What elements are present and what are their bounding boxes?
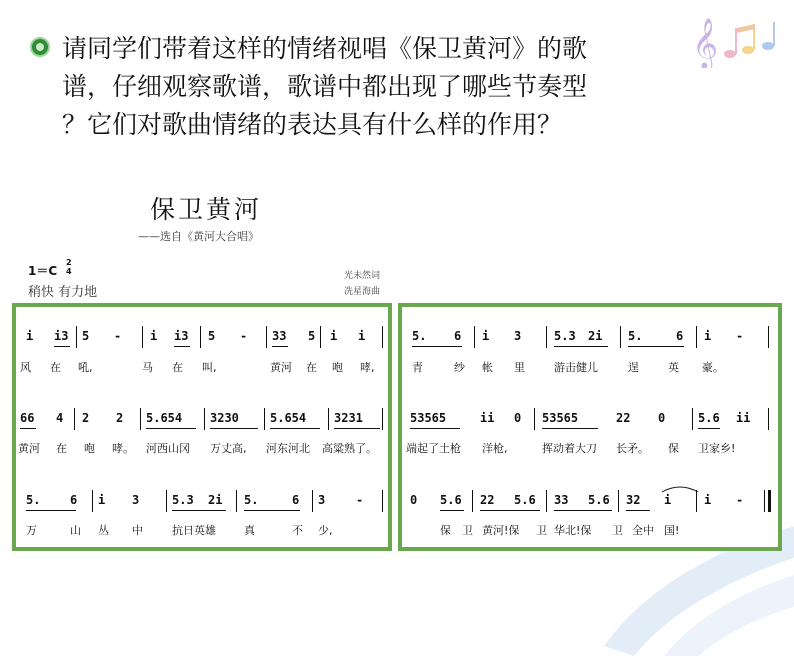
- key-signature: 1＝C: [28, 264, 58, 278]
- notation-row: [16, 493, 388, 513]
- note: i: [704, 493, 712, 507]
- lyric: 逞: [628, 361, 639, 374]
- lyric: 纱: [454, 361, 465, 374]
- bar-line: [474, 326, 475, 348]
- note: -: [240, 329, 248, 343]
- bar-line: [696, 490, 697, 512]
- time-signature: [66, 258, 72, 276]
- lyric: 咆: [84, 442, 95, 455]
- note: 3: [318, 493, 326, 507]
- beam: [54, 346, 70, 347]
- tempo-marking: 稍快 有力地: [28, 285, 98, 300]
- lyric-row: [16, 359, 388, 375]
- lyric: 帐: [482, 361, 493, 374]
- note: 5.3: [554, 329, 576, 343]
- note: 22: [480, 493, 495, 507]
- note: 2i: [588, 329, 603, 343]
- bar-line: [200, 326, 201, 348]
- bar-line: [696, 326, 697, 348]
- final-bar-line: [768, 490, 771, 512]
- note: 6: [454, 329, 462, 343]
- lyric: 国!: [664, 524, 680, 537]
- note: 3: [514, 329, 522, 343]
- beam: [554, 346, 608, 347]
- note: 5.654: [270, 411, 307, 425]
- lyric: 华北!保: [554, 524, 592, 537]
- note: -: [356, 493, 364, 507]
- lyric: 在: [306, 361, 317, 374]
- note: 53565: [410, 411, 447, 425]
- note: 32: [626, 493, 641, 507]
- note: i: [704, 329, 712, 343]
- composer-credit: 冼星海曲: [344, 287, 381, 297]
- lyric: 叫,: [202, 361, 217, 374]
- bar-line: [312, 490, 313, 512]
- lyric: 豪。: [702, 361, 724, 374]
- note: ii: [736, 411, 751, 425]
- score-panel-left: [12, 303, 392, 551]
- beam: [270, 428, 320, 429]
- lyric: 卫: [536, 524, 547, 537]
- bar-line: [140, 408, 141, 430]
- beam: [480, 510, 540, 511]
- bar-line: [620, 326, 621, 348]
- note: 5.3: [172, 493, 194, 507]
- lyric: 长矛。: [616, 442, 649, 455]
- note: 0: [514, 411, 522, 425]
- bar-line: [328, 408, 329, 430]
- bar-line: [382, 490, 383, 512]
- lyric: 黄河: [18, 442, 40, 455]
- lyric: 少,: [318, 524, 333, 537]
- note: 3230: [210, 411, 239, 425]
- lyric: 游击健儿: [554, 361, 598, 374]
- lyric: 咆: [332, 361, 343, 374]
- note: 5.6: [698, 411, 720, 425]
- bar-line: [264, 408, 265, 430]
- note: i: [664, 493, 672, 507]
- note: 3: [132, 493, 140, 507]
- note: 5.6: [514, 493, 536, 507]
- bar-line: [166, 490, 167, 512]
- svg-text:𝄞: 𝄞: [692, 18, 719, 68]
- score-panel-right: [398, 303, 782, 551]
- bar-line: [382, 408, 383, 430]
- note: i: [98, 493, 106, 507]
- lyric: 真: [244, 524, 255, 537]
- song-title: 保卫黄河: [150, 195, 263, 224]
- note: 5.654: [146, 411, 183, 425]
- lyric: 万: [26, 524, 37, 537]
- beam: [244, 510, 300, 511]
- note: 5.6: [440, 493, 462, 507]
- lyric: 英: [668, 361, 679, 374]
- note: 5: [82, 329, 90, 343]
- lyric: 山: [70, 524, 81, 537]
- lyric: 高粱熟了。: [322, 442, 377, 455]
- beam: [20, 428, 36, 429]
- note: 3231: [334, 411, 363, 425]
- bar-line: [204, 408, 205, 430]
- lyric: 吼,: [78, 361, 93, 374]
- bar-line: [768, 408, 769, 430]
- beam: [210, 428, 258, 429]
- note: i: [330, 329, 338, 343]
- lyric: 马: [142, 361, 153, 374]
- lyric: 里: [514, 361, 525, 374]
- bar-line: [320, 326, 321, 348]
- note: 6: [292, 493, 300, 507]
- bar-line: [768, 326, 769, 348]
- note: 5.: [26, 493, 41, 507]
- lyric: 不: [292, 524, 303, 537]
- bar-line: [74, 408, 75, 430]
- notation-row: [402, 493, 778, 513]
- note: i: [26, 329, 34, 343]
- note: 5.: [412, 329, 427, 343]
- note: 33: [554, 493, 569, 507]
- note: 5.6: [588, 493, 610, 507]
- beam: [334, 428, 380, 429]
- lyric: 挥动着大刀: [542, 442, 597, 455]
- beam: [146, 428, 196, 429]
- lyric: 哮。: [112, 442, 134, 455]
- bar-line: [546, 490, 547, 512]
- beam: [272, 346, 288, 347]
- time-top: 2: [66, 258, 72, 267]
- note: 5: [308, 329, 316, 343]
- beam: [410, 428, 460, 429]
- lyric: 哮,: [360, 361, 375, 374]
- lyric: 卫: [462, 524, 473, 537]
- lyric: 在: [50, 361, 61, 374]
- beam: [174, 346, 190, 347]
- notation-row: [402, 411, 778, 431]
- lyric: 青: [412, 361, 423, 374]
- note: 4: [56, 411, 64, 425]
- note: 5: [208, 329, 216, 343]
- lyric: 丛: [98, 524, 109, 537]
- lyric: 卫: [612, 524, 623, 537]
- lyric: 黄河: [270, 361, 292, 374]
- lyric: 在: [172, 361, 183, 374]
- lyric: 河东河北: [266, 442, 310, 455]
- beam: [172, 510, 226, 511]
- lyric: 风: [20, 361, 31, 374]
- note: 6: [70, 493, 78, 507]
- bar-line: [76, 326, 77, 348]
- note: ii: [480, 411, 495, 425]
- note: 2i: [208, 493, 223, 507]
- lyric: 洋枪,: [482, 442, 508, 455]
- note: 5.: [628, 329, 643, 343]
- note: 53565: [542, 411, 579, 425]
- lyric: 全中: [632, 524, 654, 537]
- note: i3: [54, 329, 69, 343]
- lyric: 万丈高,: [210, 442, 247, 455]
- note: 6: [676, 329, 684, 343]
- notation-row: [402, 329, 778, 349]
- tie-icon: [660, 485, 700, 493]
- lyric: 中: [132, 524, 143, 537]
- lyric: 抗日英雄: [172, 524, 216, 537]
- lyric: 保: [668, 442, 679, 455]
- question-line: 请同学们带着这样的情绪视唱《保卫黄河》的歌: [62, 34, 588, 63]
- lyric: 保: [440, 524, 451, 537]
- note: 0: [410, 493, 418, 507]
- note: 22: [616, 411, 631, 425]
- notation-row: [16, 329, 388, 349]
- song-source: ——选自《黄河大合唱》: [138, 230, 259, 243]
- note: 66: [20, 411, 35, 425]
- beam: [542, 428, 598, 429]
- note: 33: [272, 329, 287, 343]
- question-line: 谱，仔细观察歌谱，歌谱中都出现了哪些节奏型: [62, 72, 588, 101]
- note: i: [358, 329, 366, 343]
- lyric: 黄河!保: [482, 524, 520, 537]
- bar-line: [764, 490, 765, 512]
- question-line: ？它们对歌曲情绪的表达具有什么样的作用？: [62, 110, 563, 139]
- lyric-row: [402, 440, 778, 456]
- note: -: [736, 329, 744, 343]
- beam: [626, 510, 650, 511]
- bullet-icon: [30, 37, 50, 57]
- lyric-row: [402, 522, 778, 538]
- bar-line: [534, 408, 535, 430]
- bar-line: [382, 326, 383, 348]
- lyric-row: [16, 522, 388, 538]
- beam: [440, 510, 464, 511]
- beam: [698, 428, 720, 429]
- lyric: 端起了土枪: [406, 442, 461, 455]
- notation-row: [16, 411, 388, 431]
- beam: [628, 346, 684, 347]
- note: -: [114, 329, 122, 343]
- note: -: [736, 493, 744, 507]
- bar-line: [92, 490, 93, 512]
- time-bottom: 4: [66, 267, 72, 276]
- lyric-row: [402, 359, 778, 375]
- bar-line: [266, 326, 267, 348]
- note: i: [150, 329, 158, 343]
- note: 5.: [244, 493, 259, 507]
- note: 2: [116, 411, 124, 425]
- beam: [412, 346, 462, 347]
- lyric: 卫家乡!: [698, 442, 736, 455]
- lyric: 在: [56, 442, 67, 455]
- question-text: [30, 30, 710, 144]
- bar-line: [618, 490, 619, 512]
- note: 2: [82, 411, 90, 425]
- note: i: [482, 329, 490, 343]
- bar-line: [472, 490, 473, 512]
- beam: [26, 510, 76, 511]
- bar-line: [142, 326, 143, 348]
- note: 0: [658, 411, 666, 425]
- bar-line: [236, 490, 237, 512]
- bar-line: [692, 408, 693, 430]
- beam: [554, 510, 612, 511]
- note: i3: [174, 329, 189, 343]
- lyric: 河西山冈: [146, 442, 190, 455]
- lyricist-credit: 光未然词: [344, 271, 381, 281]
- bar-line: [546, 326, 547, 348]
- lyric-row: [16, 440, 388, 456]
